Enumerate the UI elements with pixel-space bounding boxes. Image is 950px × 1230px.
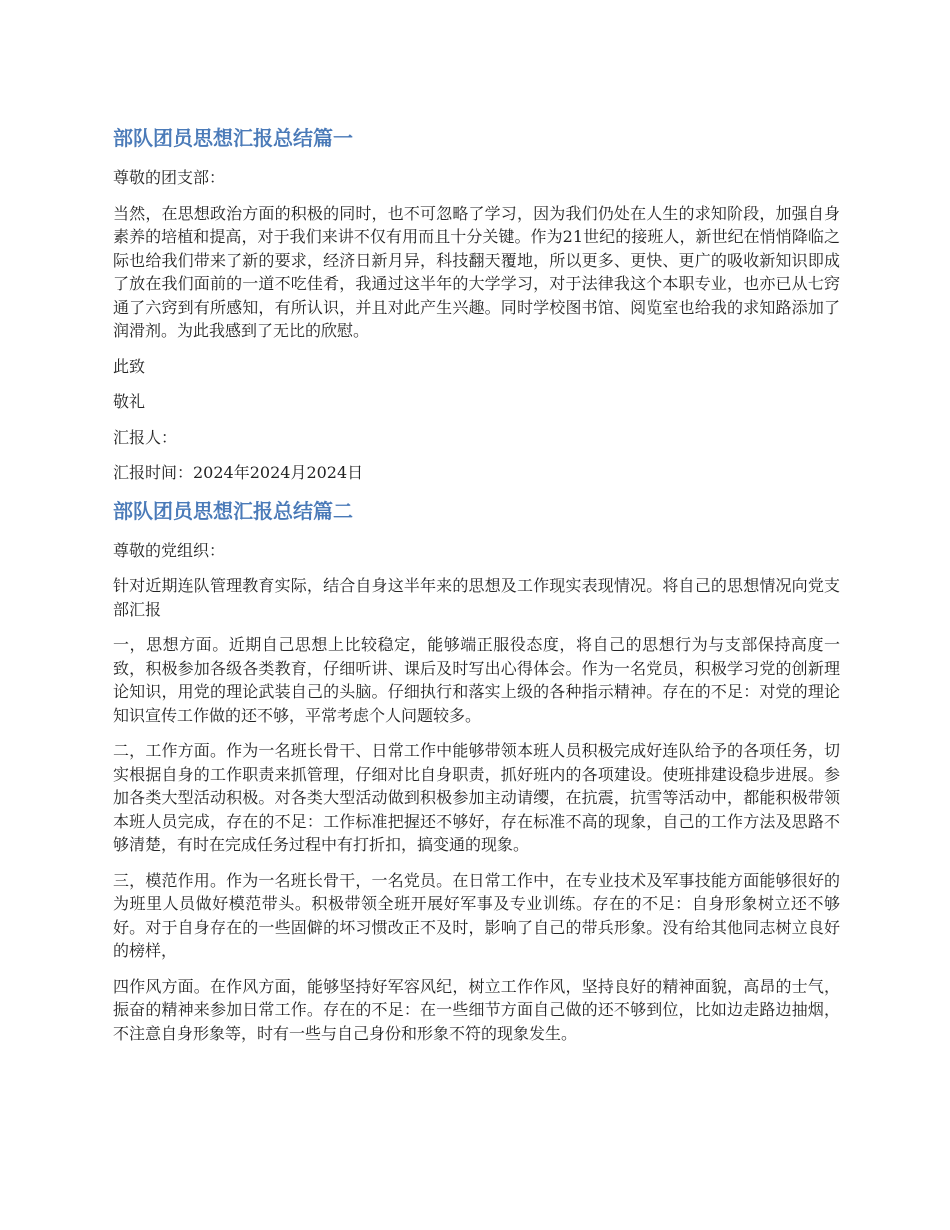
section-one <box>113 124 840 485</box>
closing-line: 敬礼 <box>113 392 146 411</box>
closing-line: 此致 <box>113 356 146 376</box>
document-page <box>113 124 840 1057</box>
body-paragraph: 二，工作方面。作为一名班长骨干、日常工作中能够带领本班人员积极完成好连队给予的各项任务，切实根据自身的工作职责来抓管理，仔细对比自身职责，抓好班内的各项建设。使班排建设稳步进展。参加各类大型活动积极。对各类大型活动做到积极参加主动请缨，在抗震，抗雪等活动中，都能积极带领本班人员完成，存在的不足：工作标准把握还不够好，存在标准不高的现象，自己的工作方法及思路不够清楚，有时在完成任务过程中有打折扣，搞变通的现象。 <box>113 741 840 854</box>
body-paragraph: 一，思想方面。近期自己思想上比较稳定，能够端正服役态度，将自己的思想行为与支部保持高度一致，积极参加各级各类教育，仔细听讲、课后及时写出心得体会。作为一名党员，积极学习党的创新理论知识，用党的理论武装自己的头脑。仔细执行和落实上级的各种指示精神。存在的不足：对党的理论知识宣传工作做的还不够，平常考虑个人问题较多。 <box>113 635 840 725</box>
section-one-title: 部队团员思想汇报总结篇一 <box>113 126 353 150</box>
body-paragraph: 四作风方面。在作风方面，能够坚持好军容风纪，树立工作作风，坚持良好的精神面貌，高昂的士气，振奋的精神来参加日常工作。存在的不足：在一些细节方面自己做的还不够到位，比如边走路边抽烟，不注意自身形象等，时有一些与自己身份和形象不符的现象发生。 <box>113 976 840 1043</box>
reporter-line: 汇报人： <box>113 427 178 447</box>
body-paragraph: 当然，在思想政治方面的积极的同时，也不可忽略了学习，因为我们仍处在人生的求知阶段，加强自身素养的培植和提高，对于我们来讲不仅有用而且十分关键。作为21世纪的接班人，新世纪在悄悄降临之际也给我们带来了新的要求，经济日新月异，科技翻天覆地，所以更多、更快、更广的吸收新知识即成了放在我们面前的一道不吃佳肴，我通过这半年的大学学习，对于法律我这个本职专业，也亦已从七窍通了六窍到有所感知，有所认识，并且对此产生兴趣。同时学校图书馆、阅览室也给我的求知路添加了润滑剂。为此我感到了无比的欣慰。 <box>113 203 840 340</box>
report-date-line: 汇报时间：2024年2024月2024日 <box>113 463 364 482</box>
body-paragraph: 针对近期连队管理教育实际，结合自身这半年来的思想及工作现实表现情况。将自己的思想情况向党支部汇报 <box>113 576 840 619</box>
section-two-title: 部队团员思想汇报总结篇二 <box>113 498 353 523</box>
salutation: 尊敬的党组织： <box>113 540 226 560</box>
section-two <box>113 497 840 1046</box>
body-paragraph: 三，模范作用。作为一名班长骨干，一名党员。在日常工作中，在专业技术及军事技能方面能够很好的为班里人员做好模范带头。积极带领全班开展好军事及专业训练。存在的不足：自身形象树立还不够好。对于自身存在的一些固僻的坏习惯改正不及时，影响了自己的带兵形象。没有给其他同志树立良好的榜样， <box>113 870 840 960</box>
salutation: 尊敬的团支部： <box>113 168 226 187</box>
